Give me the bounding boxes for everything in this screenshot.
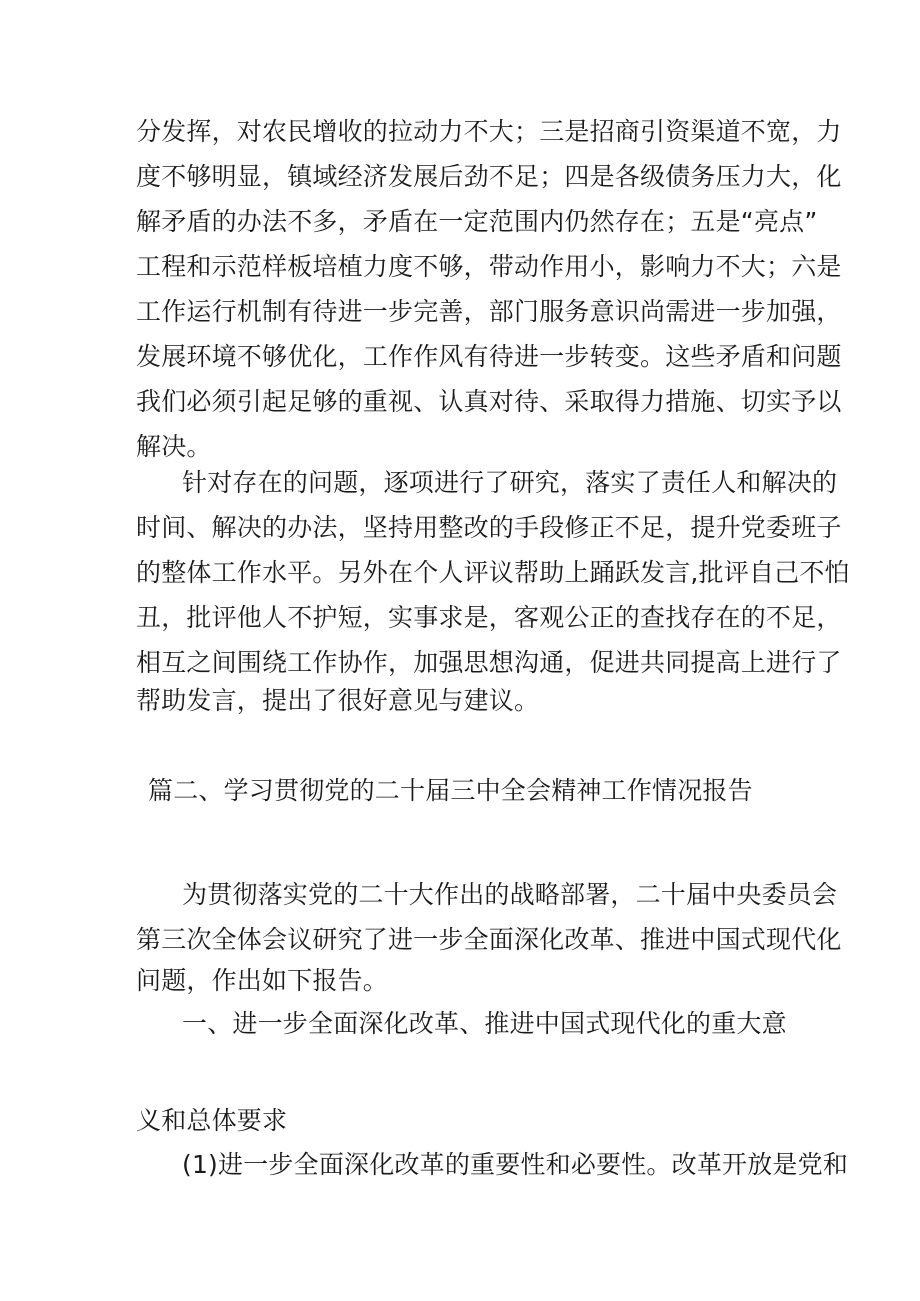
section-heading: 篇二、学习贯彻党的二十届三中全会精神工作情况报告 [148,776,753,805]
paragraph-line: 帮助发言，提出了很好意见与建议。 [136,686,540,715]
paragraph-line: 相互之间围绕工作协作，加强思想沟通，促进共同提高上进行了 [136,648,842,677]
paragraph-line: 工程和示范样板培植力度不够，带动作用小，影响力不大；六是 [136,252,842,281]
paragraph-line: 度不够明显，镇域经济发展后劲不足；四是各级债务压力大，化 [136,162,842,191]
paragraph-line: 发展环境不够优化，工作作风有待进一步转变。这些矛盾和问题 [136,342,842,371]
paragraph-line: 的整体工作水平。另外在个人评议帮助上踊跃发言,批评自己不怕 [136,558,850,587]
paragraph-line: 工作运行机制有待进一步完善，部门服务意识尚需进一步加强， [136,297,842,326]
subheading-line: 义和总体要求 [136,1106,288,1135]
paragraph-line: 我们必须引起足够的重视、认真对待、采取得力措施、切实予以 [136,387,842,416]
paragraph-line: 分发挥，对农民增收的拉动力不大；三是招商引资渠道不宽，力 [136,117,842,146]
paragraph-line: 问题，作出如下报告。 [136,966,389,995]
paragraph-line: 解矛盾的办法不多，矛盾在一定范围内仍然存在；五是“亮点” [136,207,818,236]
paragraph-line: 为贯彻落实党的二十大作出的战略部署，二十届中央委员会 [182,880,838,909]
paragraph-line: 第三次全体会议研究了进一步全面深化改革、推进中国式现代化 [136,925,842,954]
paragraph-line: 解决。 [136,432,212,461]
subheading-line: 一、进一步全面深化改革、推进中国式现代化的重大意 [182,1009,787,1038]
paragraph-line: 丑，批评他人不护短，实事求是，客观公正的查找存在的不足， [136,603,842,632]
paragraph-line: 时间、解决的办法，坚持用整改的手段修正不足，提升党委班子 [136,513,842,542]
paragraph-line: (1)进一步全面深化改革的重要性和必要性。改革开放是党和 [182,1150,849,1179]
paragraph-line: 针对存在的问题，逐项进行了研究，落实了责任人和解决的 [182,468,838,497]
